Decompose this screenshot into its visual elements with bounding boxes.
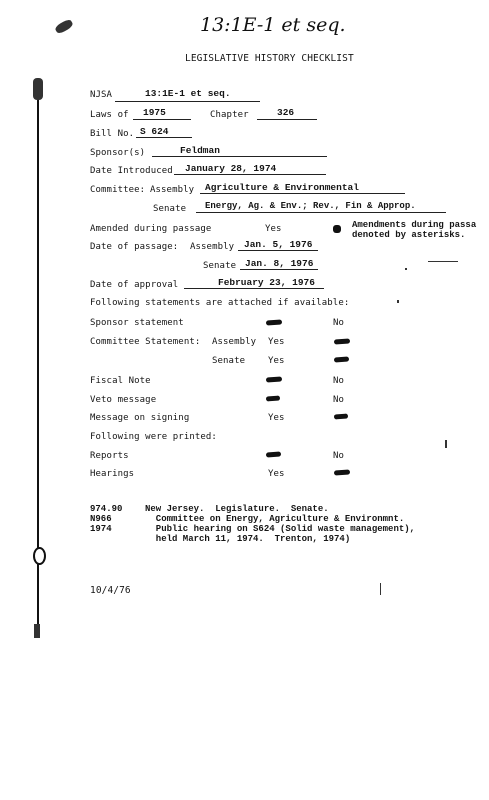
amendments-note-line1: Amendments during passa [352,220,477,230]
njsa-label: NJSA [90,90,113,100]
statement-yes: Yes [268,356,285,366]
catalog-line: New Jersey. Legislature. Senate. [145,504,329,514]
statement-label: Committee Statement: [90,337,201,347]
laws-underline [133,119,191,120]
statement-sublabel: Assembly [212,337,257,347]
committee-label: Committee: [90,185,146,195]
senate-label: Senate [153,204,187,214]
senate-committee-underline [196,212,446,213]
statement-label: Message on signing [90,413,190,423]
statement-yes: Yes [268,337,285,347]
redaction-mark [266,396,280,402]
bill-value: S 624 [140,126,169,137]
scan-artifact [405,268,407,270]
amendments-note-line2: denoted by asterisks. [352,230,466,240]
scan-artifact [397,300,399,303]
catalog-line: Public hearing on S624 (Solid waste management), [145,524,416,534]
redaction-mark [266,451,281,457]
assembly-committee-value: Agriculture & Environmental [205,182,359,193]
margin-mark [33,78,43,100]
passage-assembly-value: Jan. 5, 1976 [244,239,313,250]
margin-mark [34,624,40,638]
date-approval-label: Date of approval [90,280,179,290]
handwritten-header: 13:1E-1 et seq. [200,14,346,36]
redaction-mark [266,376,282,382]
scan-artifact [445,440,447,448]
redaction-mark [266,319,282,325]
redaction-mark [334,469,350,475]
scan-artifact [380,583,381,595]
passage-senate-underline [240,269,318,270]
bill-label: Bill No. [90,129,135,139]
statement-label: Veto message [90,395,157,405]
statement-sublabel: Senate [212,356,246,366]
date-stamp: 10/4/76 [90,585,131,596]
sponsor-underline [152,156,327,157]
date-introduced-value: January 28, 1974 [185,163,277,174]
passage-assembly-label: Assembly [190,242,235,252]
assembly-committee-underline [200,193,405,194]
page-title: LEGISLATIVE HISTORY CHECKLIST [185,53,354,64]
chapter-underline [257,119,317,120]
passage-assembly-underline [238,250,318,251]
date-introduced-label: Date Introduced [90,166,173,176]
catalog-line: Committee on Energy, Agriculture & Environmnt. [145,514,405,524]
date-approval-value: February 23, 1976 [218,277,315,288]
statement-no: No [333,318,345,328]
printed-header: Following were printed: [90,432,217,442]
margin-mark [54,18,74,35]
njsa-value: 13:1E-1 et seq. [145,88,231,99]
redaction-mark [334,338,350,344]
passage-senate-value: Jan. 8, 1976 [245,258,314,269]
printed-no: No [333,451,345,461]
chapter-value: 326 [277,107,295,118]
redaction-mark [334,414,348,420]
redaction-mark [333,225,341,233]
date-introduced-underline [174,174,326,175]
date-approval-underline [184,288,324,289]
statement-label: Fiscal Note [90,376,151,386]
sponsor-label: Sponsor(s) [90,148,146,158]
call-number: 1974 [90,524,112,534]
sponsor-value: Feldman [180,145,220,156]
njsa-underline [115,101,260,102]
date-passage-label: Date of passage: [90,242,179,252]
statement-yes: Yes [268,413,285,423]
redaction-mark [334,356,349,362]
amended-label: Amended during passage [90,224,212,234]
amended-value: Yes [265,224,282,234]
assembly-label: Assembly [150,185,195,195]
laws-value: 1975 [143,107,166,118]
chapter-label: Chapter [210,110,249,120]
call-number: 974.90 [90,504,123,514]
printed-yes: Yes [268,469,285,479]
bill-underline [136,137,192,138]
statement-label: Sponsor statement [90,318,184,328]
catalog-line: held March 11, 1974. Trenton, 1974) [145,534,351,544]
passage-senate-label: Senate [203,261,237,271]
laws-label: Laws of [90,110,129,120]
statement-no: No [333,395,345,405]
call-number: N966 [90,514,112,524]
printed-label: Reports [90,451,129,461]
printed-label: Hearings [90,469,135,479]
senate-committee-value: Energy, Ag. & Env.; Rev., Fin & Approp. [205,201,416,211]
margin-mark [33,547,46,565]
scan-artifact [428,261,458,262]
statement-no: No [333,376,345,386]
statements-header: Following statements are attached if available: [90,298,350,308]
